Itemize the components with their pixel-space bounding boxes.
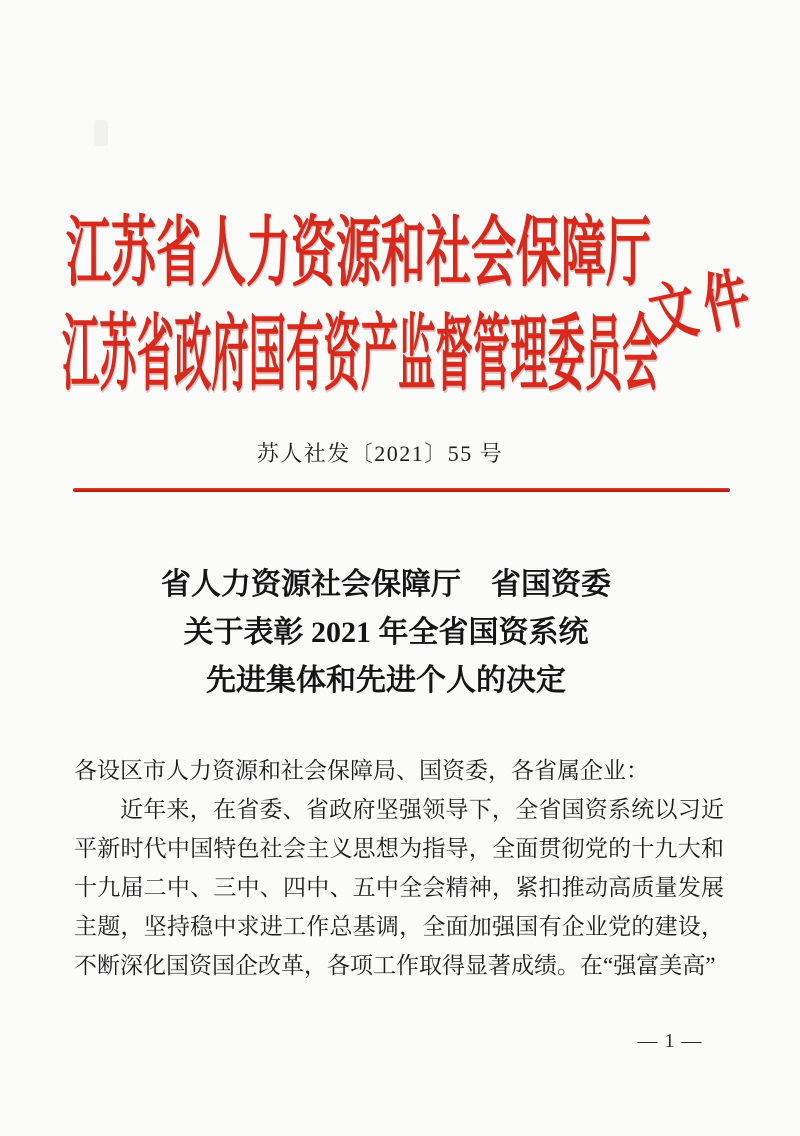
red-divider-line <box>73 488 730 492</box>
body-paragraph-1: 近年来，在省委、省政府坚强领导下，全省国资系统以习近平新时代中国特色社会主义思想为指导，全面贯彻党的十九大和十九届二中、三中、四中、五中全会精神，紧扣推动高质量发展主题，坚持稳中求进工作总基调，全面加强国有企业党的建设，不断深化国资国企改革，各项工作取得显著成绩。在“强富美高” <box>74 797 724 978</box>
document-type-label: 文件 <box>643 260 765 353</box>
document-body <box>74 751 724 985</box>
letterhead-line-1 <box>66 210 652 296</box>
title-line-2: 关于表彰 2021 年全省国资系统 <box>183 616 589 649</box>
document-title <box>0 561 772 705</box>
title-line-1: 省人力资源社会保障厅 省国资委 <box>161 568 611 601</box>
document-number: 苏人社发〔2021〕55 号 <box>256 441 504 466</box>
title-line-3: 先进集体和先进个人的决定 <box>206 664 566 697</box>
agency-name-line1: 江苏省人力资源和社会保障厅 <box>66 210 652 296</box>
agency-name-line2: 江苏省政府国有资产监督管理委员会 <box>62 308 660 401</box>
page-number: — 1 — <box>637 1030 703 1052</box>
salutation-line: 各设区市人力资源和社会保障局、国资委，各省属企业： <box>74 758 649 783</box>
scan-artifact <box>94 120 108 146</box>
